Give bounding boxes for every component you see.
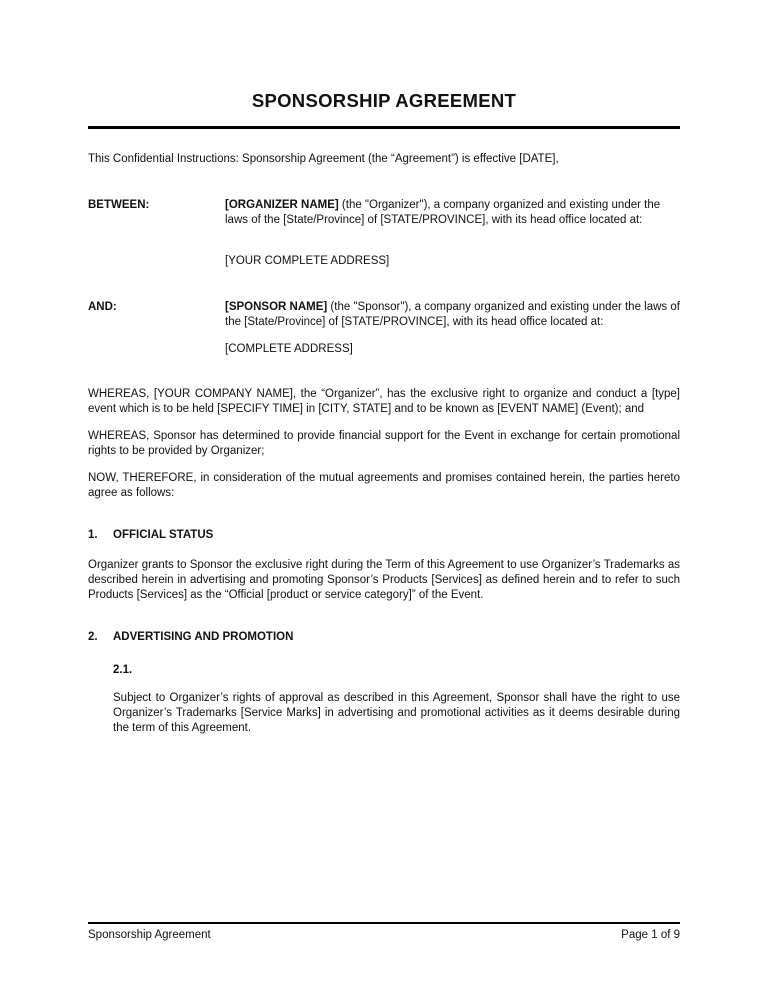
party-label: BETWEEN: xyxy=(88,199,150,211)
section-heading-2 xyxy=(88,630,680,645)
section-number: 1. xyxy=(88,529,98,541)
section-heading-text: OFFICIAL STATUS xyxy=(113,529,214,541)
party-name: [ORGANIZER NAME] xyxy=(225,199,339,211)
page-footer xyxy=(88,922,680,943)
party-description-text: (the "Organizer"), a company organized and existing under the laws of the [State/Province] of [STATE/PROVINCE], with its head office located at: xyxy=(225,199,661,226)
party-name: [SPONSOR NAME] xyxy=(225,301,328,313)
recital-now-therefore: NOW, THEREFORE, in consideration of the mutual agreements and promises contained herein, the parties hereto agree as follows: xyxy=(88,472,680,499)
section-1-body: Organizer grants to Sponsor the exclusive right during the Term of this Agreement to use Organizer’s Trademarks as described herein in advertising and promoting Sponsor’s Products [Services] as defined herein and to refer to such Products [Services] as the “Official [product or service category]” of the Event. xyxy=(88,559,680,601)
party-block-between xyxy=(88,198,680,269)
footer-page-number: Page 1 of 9 xyxy=(621,929,680,941)
subsection-2-1-body: Subject to Organizer’s rights of approval as described in this Agreement, Sponsor shall have the right to use Organizer’s Trademarks [Service Marks] in advertising and promotional activities as it deems desirable during the term of this Agreement. xyxy=(113,692,680,734)
party-address: [YOUR COMPLETE ADDRESS] xyxy=(225,255,390,267)
footer-row xyxy=(88,924,680,943)
party-address: [COMPLETE ADDRESS] xyxy=(225,343,353,355)
section-heading-text: ADVERTISING AND PROMOTION xyxy=(113,631,294,643)
intro-paragraph: This Confidential Instructions: Sponsorship Agreement (the “Agreement”) is effective [DATE], xyxy=(88,153,559,165)
title-divider xyxy=(88,126,680,129)
recital-whereas-1: WHEREAS, [YOUR COMPANY NAME], the “Organizer”, has the exclusive right to organize and conduct a [type] event which is to be held [SPECIFY TIME] in [CITY, STATE] and to be known as [EVENT NAME] (Event); and xyxy=(88,388,680,415)
party-block-and xyxy=(88,300,680,357)
page-title: SPONSORSHIP AGREEMENT xyxy=(251,90,517,111)
party-body xyxy=(225,300,680,357)
footer-document-name: Sponsorship Agreement xyxy=(88,929,211,941)
party-description xyxy=(225,300,680,330)
party-body xyxy=(225,198,680,269)
party-description-text: (the "Sponsor"), a company organized and existing under the laws of the [State/Province] of [STATE/PROVINCE], with its head office located at: xyxy=(225,301,680,328)
party-description xyxy=(225,198,680,228)
recital-whereas-2: WHEREAS, Sponsor has determined to provide financial support for the Event in exchange for certain promotional rights to be provided by Organizer; xyxy=(88,430,680,457)
section-heading-1 xyxy=(88,528,680,543)
subsection-number-2-1: 2.1. xyxy=(113,664,133,676)
section-number: 2. xyxy=(88,631,98,643)
party-label: AND: xyxy=(88,301,117,313)
